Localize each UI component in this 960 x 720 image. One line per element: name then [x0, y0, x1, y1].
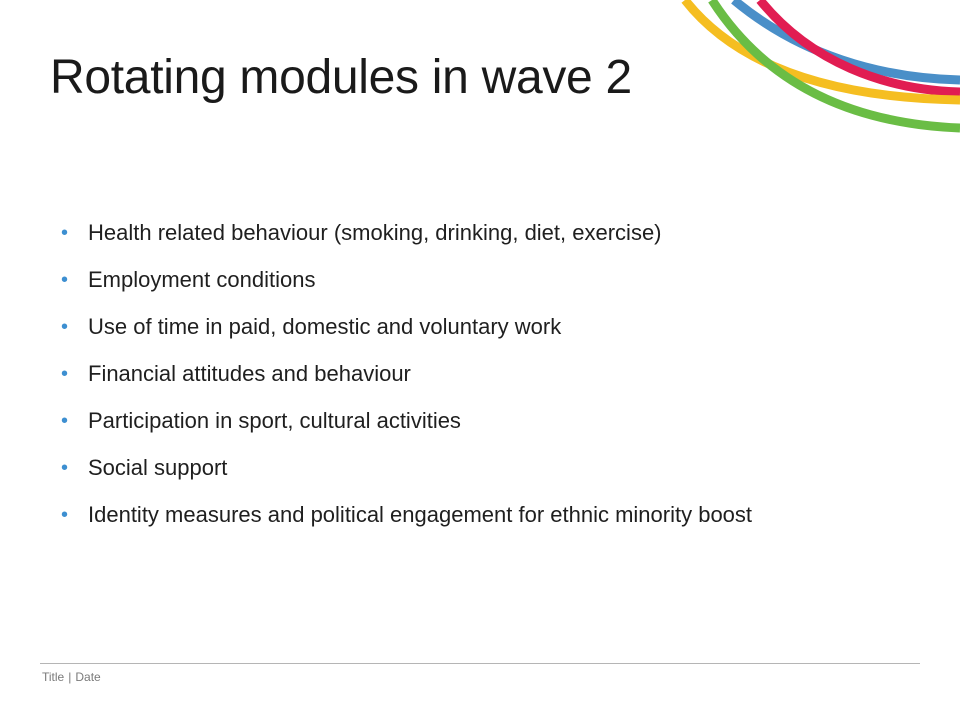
slide-title: Rotating modules in wave 2	[50, 51, 632, 104]
footer-date: Date	[75, 670, 101, 684]
footer	[42, 670, 101, 684]
bullet-icon: •	[61, 457, 69, 479]
bullet-item	[62, 404, 762, 438]
footer-separator: |	[68, 670, 72, 684]
bullet-text: Health related behaviour (smoking, drinking, diet, exercise)	[88, 220, 662, 245]
bullet-icon: •	[61, 410, 69, 432]
footer-title: Title	[42, 670, 65, 684]
bullet-icon: •	[61, 363, 69, 385]
footer-divider	[40, 663, 920, 664]
bullet-item	[62, 357, 762, 391]
bullet-text: Participation in sport, cultural activities	[88, 408, 461, 433]
bullet-item	[62, 498, 762, 532]
bullet-text: Social support	[88, 455, 228, 480]
bullet-icon: •	[61, 316, 69, 338]
bullet-item	[62, 216, 762, 250]
bullet-item	[62, 263, 762, 297]
bullet-icon: •	[61, 269, 69, 291]
bullet-text: Use of time in paid, domestic and voluntary work	[88, 314, 562, 339]
bullet-icon: •	[61, 222, 69, 244]
bullet-text: Identity measures and political engagement for ethnic minority boost	[88, 502, 753, 527]
bullet-list	[62, 216, 762, 545]
bullet-icon: •	[61, 504, 69, 526]
bullet-text: Employment conditions	[88, 267, 316, 292]
bullet-item	[62, 310, 762, 344]
bullet-item	[62, 451, 762, 485]
bullet-text: Financial attitudes and behaviour	[88, 361, 411, 386]
